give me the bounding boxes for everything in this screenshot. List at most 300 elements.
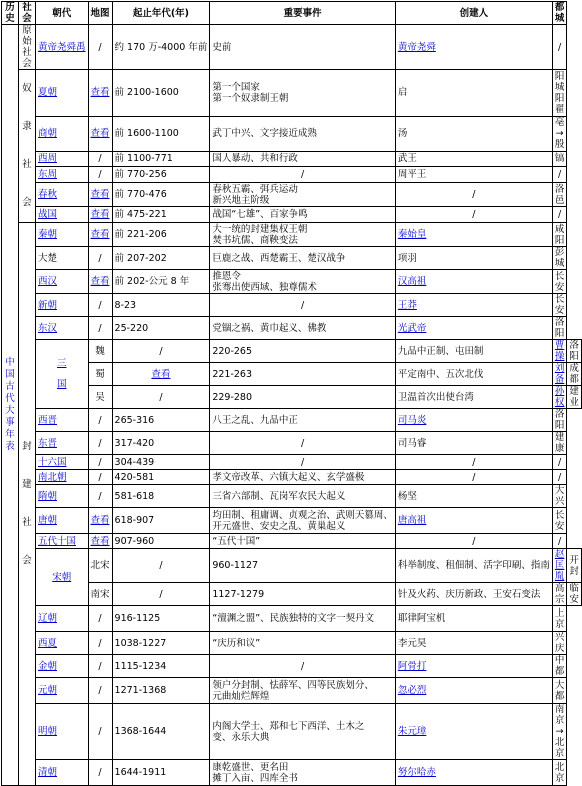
events-cell (210, 167, 396, 183)
dynasty-name[interactable]: 唐朝 (38, 515, 58, 526)
events-cell (210, 151, 396, 167)
years-cell (112, 247, 210, 270)
founder-cell[interactable] (552, 549, 567, 583)
capital-cell (552, 182, 567, 207)
capital-cell (552, 207, 567, 223)
years-text: 960-1127 (212, 560, 259, 571)
sanguo-bottom-link[interactable]: 国 (57, 379, 67, 390)
dynasty-name[interactable]: 金朝 (38, 660, 58, 672)
founder-name: 武王 (397, 153, 417, 165)
dynasty-name[interactable]: 西夏 (38, 637, 58, 649)
years-cell (112, 223, 210, 247)
capital-cell (552, 151, 567, 167)
song-link[interactable]: 宋朝 (52, 571, 72, 583)
years-text: 前 770-256 (114, 168, 167, 180)
founder-cell (395, 485, 552, 508)
dynasty-name: 魏 (95, 345, 105, 357)
founder-name: 杨坚 (397, 490, 417, 502)
event-line: / (300, 299, 305, 311)
capital-cell (552, 704, 567, 760)
capital-name: 大都 (554, 679, 565, 702)
events-cell (210, 508, 396, 534)
dynasty-cell (36, 294, 89, 317)
dynasty-name[interactable]: 元朝 (38, 685, 58, 696)
founder-name: 周平王 (397, 168, 427, 180)
capital-name: 洛阳 (554, 317, 565, 339)
table-row (2, 340, 582, 363)
dynasty-cell (36, 655, 89, 678)
table-row (2, 363, 582, 386)
founder-name: 耶律阿宝机 (397, 613, 446, 624)
founder-cell[interactable] (395, 678, 552, 704)
table-row (2, 270, 582, 294)
event-line: 党锢之祸、黄巾起义、佛教 (212, 322, 327, 334)
dynasty-name[interactable]: 清朝 (38, 767, 58, 778)
dynasty-name: 吴 (95, 391, 105, 403)
header-dynasty: 朝代 (36, 2, 89, 25)
table-row (2, 470, 582, 485)
map-cell[interactable] (88, 182, 112, 207)
table-row (2, 25, 582, 70)
founder-name[interactable]: 秦始皇 (397, 229, 427, 240)
years-text: 229-280 (212, 391, 253, 403)
events-cell (210, 116, 396, 151)
founder-cell[interactable] (395, 409, 552, 432)
years-text: 前 1100-771 (114, 153, 173, 165)
years-text: 317-420 (114, 437, 155, 449)
founder-name[interactable]: 努尔哈赤 (397, 767, 436, 778)
event-line: 卫温首次出使台湾 (397, 391, 474, 403)
event-line: 康乾盛世、更名田 (212, 761, 289, 773)
capital-name: 临安 (569, 583, 579, 605)
table-row (2, 409, 582, 432)
table-row (2, 386, 582, 409)
dynasty-name[interactable]: 东晋 (38, 437, 58, 449)
society-cell-primitive (19, 25, 36, 70)
years-text: 1038-1227 (114, 637, 167, 649)
dynasty-name[interactable]: 西周 (38, 153, 58, 165)
era-label: 中国古代大事年表 (5, 357, 15, 452)
map-view-link[interactable]: 查看 (90, 209, 110, 221)
dynasty-name[interactable]: 辽朝 (38, 613, 58, 624)
founder-name[interactable]: 司马炎 (397, 414, 427, 426)
map-cell[interactable] (88, 534, 112, 549)
events-cell (210, 760, 396, 786)
years-cell (112, 655, 210, 678)
years-cell (112, 470, 210, 485)
header-years: 起止年代(年) (112, 2, 210, 25)
founder-name: / (472, 535, 476, 547)
capital-cell (567, 549, 582, 583)
capital-cell (552, 116, 567, 151)
capital-name: 长安 (554, 270, 565, 293)
years-text: 8-23 (114, 299, 137, 311)
capital-cell (567, 363, 582, 386)
map-cell (88, 760, 112, 786)
dynasty-group-song (36, 549, 89, 606)
map-none: / (98, 767, 102, 778)
capital-cell (552, 655, 567, 678)
map-cell[interactable] (88, 223, 112, 247)
years-text: 前 221-206 (114, 229, 167, 240)
years-cell (112, 270, 210, 294)
years-cell (112, 632, 210, 655)
founder-cell (395, 207, 552, 223)
years-text: 1271-1368 (114, 685, 167, 696)
capital-cell (552, 294, 567, 317)
founder-name[interactable]: 阿骨打 (397, 660, 427, 672)
capital-name: / (558, 535, 562, 547)
map-cell[interactable] (88, 508, 112, 534)
founder-cell[interactable] (395, 223, 552, 247)
event-line: 九品中正制、屯田制 (397, 345, 484, 357)
years-text: 前 202-公元 8 年 (114, 276, 190, 287)
map-cell (88, 294, 112, 317)
founder-name[interactable]: 忽必烈 (397, 685, 427, 696)
years-cell (112, 167, 210, 183)
map-cell (88, 25, 112, 70)
map-cell[interactable] (112, 363, 210, 386)
founder-cell[interactable] (395, 760, 552, 786)
dynasty-cell (36, 678, 89, 704)
dynasty-cell (36, 70, 89, 117)
capital-cell (552, 223, 567, 247)
table-row (2, 549, 582, 583)
years-cell (112, 485, 210, 508)
dynasty-cell (36, 151, 89, 167)
events-cell (210, 247, 396, 270)
event-line: 第一个奴隶制王朝 (212, 92, 289, 104)
capital-cell (552, 485, 567, 508)
dynasty-cell (36, 270, 89, 294)
years-text: 220-265 (212, 345, 253, 357)
capital-name: 亳→殷 (554, 117, 565, 151)
years-text: 916-1125 (114, 613, 161, 624)
map-none: / (98, 471, 102, 483)
dynasty-name[interactable]: 十六国 (38, 456, 67, 468)
founder-cell[interactable] (395, 270, 552, 294)
dynasty-name[interactable]: 明朝 (38, 726, 58, 737)
capital-name: 成都 (569, 363, 579, 385)
header-founder: 创建人 (395, 2, 552, 25)
society-label: 封建社会 (22, 441, 32, 566)
dynasty-cell (36, 485, 89, 508)
dynasty-name[interactable]: 南北朝 (38, 471, 67, 483)
capital-name: 南京→北京 (554, 704, 565, 759)
dynasty-cell (36, 207, 89, 223)
years-text: 265-316 (114, 414, 155, 426)
dynasty-cell (88, 363, 112, 386)
founder-cell (395, 182, 552, 207)
years-text: 前 2100-1600 (114, 87, 179, 99)
dynasty-name[interactable]: 新朝 (38, 299, 58, 311)
dynasty-name: 蜀 (95, 368, 105, 380)
map-cell (112, 386, 210, 409)
dynasty-cell (36, 317, 89, 340)
capital-name: / (558, 41, 562, 53)
dynasty-cell (88, 386, 112, 409)
capital-name: / (558, 168, 562, 180)
map-cell[interactable] (88, 270, 112, 294)
dynasty-name[interactable]: 商朝 (38, 128, 58, 140)
founder-cell[interactable] (552, 386, 567, 409)
map-none: / (159, 560, 163, 571)
dynasty-name[interactable]: 秦朝 (38, 229, 58, 240)
years-cell (210, 363, 396, 386)
events-cell (210, 182, 396, 207)
map-view-link[interactable]: 查看 (90, 229, 110, 240)
table-row (2, 485, 582, 508)
founder-cell (395, 151, 552, 167)
events-cell (395, 386, 552, 409)
dynasty-cell (36, 632, 89, 655)
years-text: 420-581 (114, 471, 155, 483)
map-view-link[interactable]: 查看 (90, 87, 110, 99)
dynasty-name[interactable]: 黄帝尧舜禹 (38, 41, 86, 53)
events-cell (210, 534, 396, 549)
table-row (2, 534, 582, 549)
founder-cell[interactable] (395, 508, 552, 534)
event-line: 变、永乐大典 (212, 731, 270, 743)
founder-cell (395, 116, 552, 151)
years-cell (210, 386, 396, 409)
capital-name: 咸阳 (554, 223, 565, 246)
map-cell (88, 432, 112, 455)
map-cell (88, 317, 112, 340)
events-cell (210, 704, 396, 760)
event-line: / (300, 660, 305, 672)
founder-cell (395, 534, 552, 549)
founder-cell (395, 455, 552, 470)
event-line: 第一个国家 (212, 81, 260, 93)
map-cell[interactable] (88, 70, 112, 117)
capital-name: 建康 (554, 432, 565, 454)
map-none: / (98, 490, 102, 502)
founder-cell (395, 606, 552, 632)
event-line: 春秋五霸、弭兵运动 (212, 183, 298, 195)
founder-name[interactable]: 黄帝尧舜 (397, 41, 436, 53)
map-cell (112, 549, 210, 583)
dynasty-name[interactable]: 春秋 (38, 189, 58, 201)
dynasty-cell (36, 167, 89, 183)
years-text: 前 770-476 (114, 189, 167, 201)
capital-cell (552, 25, 567, 70)
founder-cell[interactable] (395, 25, 552, 70)
events-cell (210, 606, 396, 632)
capital-cell (552, 409, 567, 432)
founder-name[interactable]: 曹操 (554, 340, 565, 362)
era-cell (2, 25, 19, 786)
events-cell (210, 485, 396, 508)
map-cell (88, 632, 112, 655)
founder-name: 司马睿 (397, 437, 427, 449)
header-capital: 都城 (552, 2, 567, 25)
years-cell (112, 606, 210, 632)
founder-cell[interactable] (395, 655, 552, 678)
capital-name: 上京 (554, 607, 565, 630)
table-row (2, 432, 582, 455)
dynasty-name[interactable]: 五代十国 (38, 535, 77, 547)
dynasty-name[interactable]: 西汉 (38, 276, 58, 287)
table-row (2, 182, 582, 207)
event-line: 史前 (212, 41, 232, 53)
map-none: / (159, 391, 163, 403)
years-text: 1368-1644 (114, 726, 167, 737)
founder-cell (395, 470, 552, 485)
capital-cell (552, 470, 567, 485)
map-cell (88, 151, 112, 167)
capital-name: 长安 (554, 294, 565, 316)
map-view-link[interactable]: 查看 (90, 128, 110, 140)
capital-name: 彭城 (554, 247, 565, 269)
capital-name: 开封 (569, 554, 579, 577)
capital-cell (552, 455, 567, 470)
map-none: / (98, 456, 102, 468)
founder-name[interactable]: 唐高祖 (397, 515, 427, 526)
event-line: 孝文帝改革、六镇大起义、玄学盛极 (212, 471, 365, 483)
map-view-link[interactable]: 查看 (151, 368, 171, 380)
map-view-link[interactable]: 查看 (90, 276, 110, 287)
dynasty-cell (88, 549, 112, 583)
event-line: 内阁大学士、郑和七下西洋、土木之 (212, 720, 365, 732)
founder-name[interactable]: 王莽 (397, 299, 417, 311)
capital-cell (552, 247, 567, 270)
years-cell (112, 760, 210, 786)
capital-cell (552, 534, 567, 549)
years-text: 1644-1911 (114, 767, 167, 778)
events-cell (210, 470, 396, 485)
capital-cell (552, 632, 567, 655)
map-none: / (98, 660, 102, 672)
dynasty-cell (36, 508, 89, 534)
sanguo-top-link[interactable]: 三 (57, 358, 67, 369)
society-label: 原始社会 (22, 25, 32, 69)
table-row (2, 317, 582, 340)
dynasty-cell (36, 116, 89, 151)
map-view-link[interactable]: 查看 (90, 535, 110, 547)
map-cell (88, 167, 112, 183)
capital-cell (552, 678, 567, 704)
founder-cell[interactable] (552, 340, 567, 363)
founder-name: / (472, 456, 476, 468)
table-row (2, 606, 582, 632)
map-cell[interactable] (88, 116, 112, 151)
founder-name: 高宗 (554, 583, 565, 605)
event-line: / (300, 168, 305, 180)
events-cell (210, 632, 396, 655)
capital-name: 大兴 (554, 485, 565, 507)
dynasty-name[interactable]: 战国 (38, 209, 58, 221)
dynasty-name[interactable]: 隋朝 (38, 490, 58, 502)
years-text: 约 170 万-4000 年前 (114, 41, 208, 53)
founder-cell[interactable] (395, 317, 552, 340)
founder-name[interactable]: 孙权 (554, 386, 565, 408)
founder-cell[interactable] (395, 704, 552, 760)
dynasty-name[interactable]: 夏朝 (38, 87, 58, 99)
map-none: / (98, 299, 102, 311)
map-none: / (98, 613, 102, 624)
table-row (2, 760, 582, 786)
event-line: 科举制度、租佃制、活字印刷、指南 (397, 560, 550, 571)
years-cell (112, 432, 210, 455)
founder-name[interactable]: 赵匡胤 (554, 549, 565, 582)
capital-name: / (558, 456, 562, 468)
founder-name[interactable]: 光武帝 (397, 322, 427, 334)
event-line: “澶渊之盟”、民族独特的文字一契丹文 (212, 613, 375, 624)
map-none: / (98, 637, 102, 649)
map-none: / (98, 153, 102, 165)
founder-cell[interactable] (552, 363, 567, 386)
table-row (2, 508, 582, 534)
events-cell (395, 340, 552, 363)
years-text: 25-220 (114, 322, 149, 334)
map-view-link[interactable]: 查看 (90, 515, 110, 526)
founder-name[interactable]: 汉高祖 (397, 276, 427, 287)
dynasty-name: 大楚 (38, 252, 58, 264)
capital-cell (567, 386, 582, 409)
map-cell (88, 247, 112, 270)
table-row (2, 70, 582, 117)
dynasty-name[interactable]: 西晋 (38, 414, 58, 426)
map-cell (88, 409, 112, 432)
founder-name[interactable]: 朱元璋 (397, 726, 427, 737)
event-line: 巨鹿之战、西楚霸王、楚汉战争 (212, 252, 346, 264)
founder-name: 李元昊 (397, 637, 427, 649)
years-cell (112, 704, 210, 760)
capital-name: 北京 (554, 761, 565, 784)
years-text: 前 1600-1100 (114, 128, 179, 140)
capital-name: 建业 (569, 386, 579, 408)
header-row (2, 2, 582, 25)
events-cell (210, 678, 396, 704)
events-cell (210, 655, 396, 678)
event-line: 新兴地主阶级 (212, 194, 270, 206)
events-cell (210, 432, 396, 455)
dynasty-cell (36, 760, 89, 786)
table-row (2, 223, 582, 247)
map-cell (88, 704, 112, 760)
years-text: 618-907 (114, 515, 155, 526)
map-view-link[interactable]: 查看 (90, 189, 110, 201)
dynasty-name[interactable]: 东周 (38, 168, 58, 180)
years-text: 304-439 (114, 456, 155, 468)
dynasty-cell (36, 432, 89, 455)
events-cell (210, 207, 396, 223)
map-none: / (98, 685, 102, 696)
founder-name[interactable]: 刘备 (554, 363, 565, 385)
dynasty-cell (36, 409, 89, 432)
map-cell (112, 340, 210, 363)
event-line: 针及火药、庆历新政、王安石变法 (397, 588, 541, 600)
table-row (2, 116, 582, 151)
event-line: 八王之乱、九品中正 (212, 414, 298, 426)
dynasty-cell (36, 247, 89, 270)
map-cell (88, 606, 112, 632)
map-cell[interactable] (88, 207, 112, 223)
founder-cell[interactable] (395, 294, 552, 317)
capital-cell (567, 583, 582, 606)
founder-cell (552, 583, 567, 606)
dynasty-cell (36, 470, 89, 485)
table-row (2, 294, 582, 317)
capital-name: / (558, 471, 562, 483)
years-cell (112, 70, 210, 117)
capital-name: 兴庆 (554, 632, 565, 654)
years-text: 前 475-221 (114, 209, 167, 221)
table-row (2, 247, 582, 270)
dynasty-name[interactable]: 东汉 (38, 322, 58, 334)
capital-name: 中都 (554, 655, 565, 677)
